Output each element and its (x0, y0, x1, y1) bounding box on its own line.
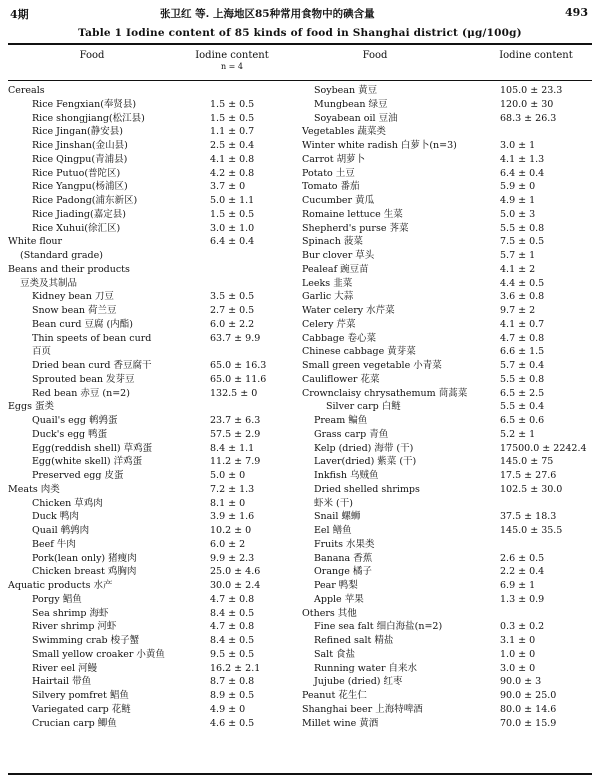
food-name: Red bean 赤豆 (n=2) (32, 387, 130, 399)
iodine-value: 1.5 ± 0.5 (210, 112, 255, 124)
food-name: Banana 香蕉 (314, 552, 373, 564)
food-name: Eggs 蛋类 (8, 401, 54, 413)
table-row (302, 249, 592, 263)
iodine-value: 17.5 ± 27.6 (500, 470, 557, 481)
food-name: Rice Jinshan(金山县) (32, 140, 128, 151)
table-row (302, 648, 592, 662)
table-row (8, 263, 298, 277)
table-row (8, 648, 298, 662)
table-row (8, 620, 298, 634)
table-row (302, 304, 592, 318)
food-name: Pork(lean only) 猪瘦肉 (32, 552, 137, 564)
food-name: Rice Putuo(普陀区) (32, 167, 121, 179)
table-row (302, 662, 592, 676)
header-iodine-left (190, 50, 274, 71)
food-name: Thin speets of bean curd (32, 332, 152, 344)
food-name: Dried shelled shrimps (314, 483, 420, 495)
table-row (8, 634, 298, 648)
iodine-value: 1.1 ± 0.7 (210, 126, 255, 138)
iodine-value: 6.0 ± 2.2 (210, 318, 255, 330)
table-row (302, 125, 592, 139)
iodine-value: 2.5 ± 0.4 (210, 140, 255, 151)
table-row (8, 167, 298, 181)
table-row (8, 400, 298, 414)
table-row (8, 538, 298, 552)
food-name: Crownclaisy chrysathemum 茼蒿菜 (302, 387, 468, 399)
iodine-value: 120.0 ± 30 (500, 98, 554, 110)
food-name: Bur clover 草头 (302, 250, 375, 261)
iodine-value: 2.7 ± 0.5 (210, 305, 255, 316)
iodine-value: 9.7 ± 2 (500, 305, 536, 316)
food-name: Leeks 韭菜 (302, 277, 353, 289)
table-row (8, 208, 298, 222)
iodine-value: 132.5 ± 0 (210, 387, 258, 399)
table-row (8, 483, 298, 497)
iodine-value: 5.5 ± 0.8 (500, 222, 545, 234)
iodine-value: 10.2 ± 0 (210, 525, 252, 536)
food-name: Orange 橘子 (314, 566, 372, 578)
iodine-value: 0.3 ± 0.2 (500, 621, 545, 633)
iodine-value: 1.0 ± 0 (500, 648, 536, 660)
table-row (8, 373, 298, 387)
food-name: Soybean 黄豆 (314, 85, 378, 96)
iodine-value: 37.5 ± 18.3 (500, 511, 557, 523)
food-name: Small yellow croaker 小黄鱼 (32, 648, 165, 660)
food-name: Running water 自来水 (314, 662, 418, 674)
iodine-value: 3.5 ± 0.5 (210, 291, 255, 303)
iodine-value: 4.4 ± 0.5 (500, 277, 545, 289)
food-name: Snow bean 荷兰豆 (32, 305, 117, 316)
issue-number: 4期 (10, 8, 29, 21)
iodine-value: 4.1 ± 0.7 (500, 318, 545, 330)
header-iodine-left-label: Iodine content (195, 50, 269, 61)
iodine-value: 90.0 ± 3 (500, 676, 542, 688)
table-row (302, 414, 592, 428)
article-title: 张卫红 等. 上海地区85种常用食物中的碘含量 (160, 8, 375, 20)
food-name: Others 其他 (302, 607, 357, 619)
table-row (8, 304, 298, 318)
food-name: Silvery pomfret 鲳鱼 (32, 690, 129, 701)
table-row (8, 112, 298, 126)
iodine-value: 102.5 ± 30.0 (500, 483, 563, 495)
food-name: Jujube (dried) 红枣 (314, 676, 403, 688)
iodine-value: 4.6 ± 0.5 (210, 717, 255, 729)
table-row (8, 455, 298, 469)
food-name: Refined salt 精盐 (314, 635, 394, 646)
iodine-value: 3.9 ± 1.6 (210, 511, 255, 523)
table-row (8, 222, 298, 236)
table-row (302, 290, 592, 304)
table-row (8, 689, 298, 703)
iodine-value: 3.0 ± 0 (500, 662, 536, 674)
food-name: Chinese cabbage 黄芽菜 (302, 346, 416, 358)
iodine-value: 4.1 ± 1.3 (500, 153, 545, 165)
table-row (8, 552, 298, 566)
iodine-value: 4.9 ± 0 (210, 703, 246, 715)
table-row (302, 510, 592, 524)
table-row (8, 524, 298, 538)
table-row (302, 675, 592, 689)
food-name: Spinach 菠菜 (302, 236, 363, 248)
table-row (8, 387, 298, 401)
iodine-value: 4.7 ± 0.8 (500, 332, 545, 344)
food-name: White flour (8, 236, 63, 248)
food-name: Celery 芹菜 (302, 318, 356, 330)
iodine-value: 6.4 ± 0.4 (210, 236, 255, 248)
food-name: Sea shrimp 海虾 (32, 607, 109, 619)
food-name: Rice Fengxian(奉贤县) (32, 98, 137, 110)
food-name: Salt 食盐 (314, 648, 356, 660)
table-row (302, 345, 592, 359)
iodine-value: 9.9 ± 2.3 (210, 552, 255, 564)
food-name: Pealeaf 豌豆苗 (302, 263, 369, 275)
food-name: Quail 鹌鹑肉 (32, 525, 90, 536)
food-name: (Standard grade) (20, 250, 103, 261)
food-name: Rice Xuhui(徐汇区) (32, 222, 121, 234)
table-row (8, 180, 298, 194)
iodine-value: 80.0 ± 14.6 (500, 703, 557, 715)
iodine-value: 23.7 ± 6.3 (210, 415, 261, 426)
food-name: Cereals (8, 85, 45, 96)
iodine-value: 3.1 ± 0 (500, 635, 536, 646)
food-name: Porgy 鲳鱼 (32, 593, 82, 605)
iodine-value: 5.7 ± 1 (500, 250, 536, 261)
iodine-value: 65.0 ± 16.3 (210, 360, 267, 371)
table-row (8, 579, 298, 593)
table-row (302, 634, 592, 648)
food-name: Potato 土豆 (302, 167, 355, 179)
iodine-value: 4.1 ± 0.8 (210, 153, 255, 165)
table-row (302, 552, 592, 566)
table-row (8, 98, 298, 112)
food-name: Pear 鸭梨 (314, 580, 358, 591)
food-name: Kelp (dried) 海带 (干) (314, 442, 414, 454)
food-name: Cucumber 黄瓜 (302, 195, 375, 206)
table-row (8, 125, 298, 139)
food-name: Egg(reddish shell) 草鸡蛋 (32, 442, 153, 454)
food-name: Millet wine 黄酒 (302, 717, 379, 729)
iodine-value: 8.4 ± 0.5 (210, 607, 255, 619)
food-name: Kidney bean 刀豆 (32, 291, 114, 303)
header-food-right: Food (362, 50, 388, 61)
table-row (302, 194, 592, 208)
table-row (8, 194, 298, 208)
table-row (302, 222, 592, 236)
food-name: Vegetables 蔬菜类 (302, 126, 386, 138)
table-row (8, 593, 298, 607)
iodine-value: 16.2 ± 2.1 (210, 662, 261, 674)
table-row (302, 84, 592, 98)
table-row (8, 565, 298, 579)
iodine-value: 63.7 ± 9.9 (210, 332, 261, 344)
table-left-column (8, 84, 298, 730)
iodine-value: 105.0 ± 23.3 (500, 85, 563, 96)
food-name: 豆类及其制品 (20, 277, 78, 289)
food-name: Aquatic products 水产 (8, 580, 113, 591)
table-row (302, 524, 592, 538)
running-head (10, 6, 588, 22)
food-name: Duck 鸭肉 (32, 511, 79, 523)
food-name: Beef 牛肉 (32, 538, 76, 550)
iodine-value: 7.2 ± 1.3 (210, 483, 255, 495)
food-name: Dried bean curd 香豆腐干 (32, 360, 152, 371)
food-name: Rice Padong(浦东新区) (32, 195, 138, 206)
iodine-value: 145.0 ± 35.5 (500, 525, 563, 536)
iodine-value: 8.9 ± 0.5 (210, 690, 255, 701)
iodine-value: 4.9 ± 1 (500, 195, 536, 206)
iodine-value: 5.5 ± 0.4 (500, 401, 545, 413)
table-row (302, 235, 592, 249)
food-name: Preserved egg 皮蛋 (32, 470, 124, 481)
food-name: Fruits 水果类 (314, 538, 375, 550)
table-row (8, 675, 298, 689)
iodine-value: 30.0 ± 2.4 (210, 580, 261, 591)
iodine-value: 11.2 ± 7.9 (210, 456, 261, 468)
iodine-value: 1.5 ± 0.5 (210, 208, 255, 220)
table-row (8, 139, 298, 153)
table-row (302, 208, 592, 222)
table-row (302, 607, 592, 621)
table-row (302, 593, 592, 607)
food-name: Soyabean oil 豆油 (314, 112, 398, 124)
table-row (302, 703, 592, 717)
table-row (302, 469, 592, 483)
iodine-value: 2.6 ± 0.5 (500, 552, 545, 564)
table-row (8, 249, 298, 263)
table-row (302, 387, 592, 401)
table-row (8, 359, 298, 373)
table-row (302, 332, 592, 346)
food-name: Garlic 大蒜 (302, 291, 354, 303)
table-row (302, 689, 592, 703)
table-row (302, 153, 592, 167)
table-top-rule (8, 43, 592, 45)
table-right-column (302, 84, 592, 730)
food-name: River eel 河鳗 (32, 662, 98, 674)
food-name: Fine sea falt 细白海盐(n=2) (314, 621, 443, 633)
table-row (302, 717, 592, 731)
iodine-value: 57.5 ± 2.9 (210, 428, 261, 440)
table-row (302, 400, 592, 414)
table-row (8, 497, 298, 511)
table-row (302, 428, 592, 442)
table-row (302, 318, 592, 332)
iodine-value: 8.4 ± 0.5 (210, 635, 255, 646)
food-name: Duck's egg 鸭蛋 (32, 428, 108, 440)
food-name: Rice Yangpu(杨浦区) (32, 181, 128, 193)
iodine-value: 6.5 ± 2.5 (500, 387, 545, 399)
iodine-value: 68.3 ± 26.3 (500, 112, 557, 124)
table-row (8, 345, 298, 359)
iodine-value: 5.7 ± 0.4 (500, 360, 545, 371)
table-row (302, 442, 592, 456)
food-name: Peanut 花生仁 (302, 690, 367, 701)
food-name: Winter white radish 白萝卜(n=3) (302, 140, 457, 151)
table-row (8, 290, 298, 304)
food-name: Cabbage 卷心菜 (302, 332, 376, 344)
iodine-value: 3.0 ± 1.0 (210, 222, 255, 234)
food-name: Water celery 水芹菜 (302, 305, 395, 316)
iodine-value: 8.1 ± 0 (210, 497, 246, 509)
table-row (8, 414, 298, 428)
iodine-value: 6.6 ± 1.5 (500, 346, 545, 358)
food-name: Inkfish 乌贼鱼 (314, 470, 379, 481)
food-name: Mungbean 绿豆 (314, 98, 388, 110)
food-name: Small green vegetable 小青菜 (302, 360, 442, 371)
table-row (8, 235, 298, 249)
iodine-value: 145.0 ± 75 (500, 456, 554, 468)
table-row (302, 359, 592, 373)
table-row (302, 579, 592, 593)
iodine-value: 5.0 ± 0 (210, 470, 246, 481)
header-sample-size: n = 4 (220, 62, 244, 71)
food-name: Meats 肉类 (8, 483, 60, 495)
food-name: Grass carp 青鱼 (314, 428, 389, 440)
iodine-value: 4.7 ± 0.8 (210, 593, 255, 605)
iodine-value: 8.4 ± 1.1 (210, 442, 255, 454)
food-name: Eel 鳝鱼 (314, 525, 352, 536)
table-row (302, 263, 592, 277)
iodine-value: 65.0 ± 11.6 (210, 373, 267, 385)
food-name: Cauliflower 花菜 (302, 373, 380, 385)
food-name: Quail's egg 鹌鹑蛋 (32, 415, 118, 426)
food-name: Variegated carp 花鲢 (32, 703, 131, 715)
table-row (8, 428, 298, 442)
table-row (8, 277, 298, 291)
iodine-value: 6.9 ± 1 (500, 580, 536, 591)
iodine-value: 6.5 ± 0.6 (500, 415, 545, 426)
food-name: River shrimp 河虾 (32, 621, 117, 633)
food-name: 虾米 (干) (314, 497, 353, 509)
header-food-left: Food (79, 50, 105, 61)
iodine-value: 5.9 ± 0 (500, 181, 536, 193)
food-name: Sprouted bean 发芽豆 (32, 373, 135, 385)
table-row (302, 483, 592, 497)
table-caption: Table 1 Iodine content of 85 kinds of food in Shanghai district (μg/100g) (78, 27, 522, 39)
table-row (302, 455, 592, 469)
food-name: Chicken 草鸡肉 (32, 497, 103, 509)
table-row (302, 538, 592, 552)
table-row (302, 373, 592, 387)
iodine-value: 5.0 ± 1.1 (210, 195, 255, 206)
food-name: Carrot 胡萝卜 (302, 153, 366, 165)
table-row (302, 98, 592, 112)
iodine-value: 3.7 ± 0 (210, 181, 246, 193)
food-name: Tomato 番茄 (302, 181, 360, 193)
table-row (302, 180, 592, 194)
iodine-value: 90.0 ± 25.0 (500, 690, 557, 701)
iodine-value: 4.7 ± 0.8 (210, 621, 255, 633)
food-name: Beans and their products (8, 263, 130, 275)
iodine-value: 5.0 ± 3 (500, 208, 536, 220)
header-iodine-right: Iodine content (499, 50, 573, 61)
table-row (8, 662, 298, 676)
table-row (302, 139, 592, 153)
table-row (8, 332, 298, 346)
table-header-rule (8, 80, 592, 81)
iodine-value: 4.2 ± 0.8 (210, 167, 255, 179)
food-name: Swimming crab 梭子蟹 (32, 635, 140, 646)
iodine-value: 6.0 ± 2 (210, 538, 246, 550)
table-row (8, 153, 298, 167)
table-row (8, 703, 298, 717)
food-name: Laver(dried) 紫菜 (干) (314, 456, 417, 468)
iodine-value: 3.6 ± 0.8 (500, 291, 545, 303)
food-name: Silver carp 白鲢 (326, 401, 401, 413)
food-name: Pream 鳊鱼 (314, 415, 368, 426)
food-name: Snail 螺蛳 (314, 511, 361, 523)
food-name: Egg(white skell) 洋鸡蛋 (32, 456, 143, 468)
food-name: Chicken breast 鸡胸肉 (32, 566, 137, 578)
iodine-value: 8.7 ± 0.8 (210, 676, 255, 688)
page-number: 493 (565, 6, 588, 19)
table-bottom-rule (8, 773, 592, 775)
food-name: 百页 (32, 346, 52, 358)
table-row (302, 565, 592, 579)
food-name: Rice Jingan(静安县) (32, 126, 123, 138)
food-name: Bean curd 豆腐 (内酯) (32, 318, 133, 330)
food-name: Hairtail 带鱼 (32, 676, 92, 688)
food-name: Apple 苹果 (314, 593, 364, 605)
food-name: Romaine lettuce 生菜 (302, 208, 403, 220)
food-name: Shepherd's purse 荠菜 (302, 222, 409, 234)
table-row (302, 277, 592, 291)
table-row (8, 318, 298, 332)
iodine-value: 9.5 ± 0.5 (210, 648, 255, 660)
iodine-value: 2.2 ± 0.4 (500, 566, 545, 578)
iodine-value: 5.2 ± 1 (500, 428, 536, 440)
iodine-value: 70.0 ± 15.9 (500, 717, 557, 729)
food-name: Rice Jiading(嘉定县) (32, 208, 126, 220)
food-name: Rice Qingpu(青浦县) (32, 153, 128, 165)
table-row (8, 607, 298, 621)
iodine-value: 7.5 ± 0.5 (500, 236, 545, 248)
food-name: Rice shongjiang(松江县) (32, 112, 145, 124)
table-row (8, 442, 298, 456)
iodine-value: 6.4 ± 0.4 (500, 167, 545, 179)
iodine-value: 17500.0 ± 2242.4 (500, 442, 587, 454)
iodine-value: 1.3 ± 0.9 (500, 593, 545, 605)
iodine-value: 4.1 ± 2 (500, 263, 536, 275)
table-row (302, 112, 592, 126)
table-row (8, 717, 298, 731)
iodine-value: 25.0 ± 4.6 (210, 566, 261, 578)
iodine-value: 5.5 ± 0.8 (500, 373, 545, 385)
table-row (302, 497, 592, 511)
iodine-value: 3.0 ± 1 (500, 140, 536, 151)
food-name: Crucian carp 鲫鱼 (32, 717, 117, 729)
iodine-value: 1.5 ± 0.5 (210, 98, 255, 110)
table-row (8, 510, 298, 524)
table-row (302, 620, 592, 634)
table-row (8, 84, 298, 98)
table-row (302, 167, 592, 181)
table-row (8, 469, 298, 483)
food-name: Shanghai beer 上海特啤酒 (302, 703, 423, 715)
